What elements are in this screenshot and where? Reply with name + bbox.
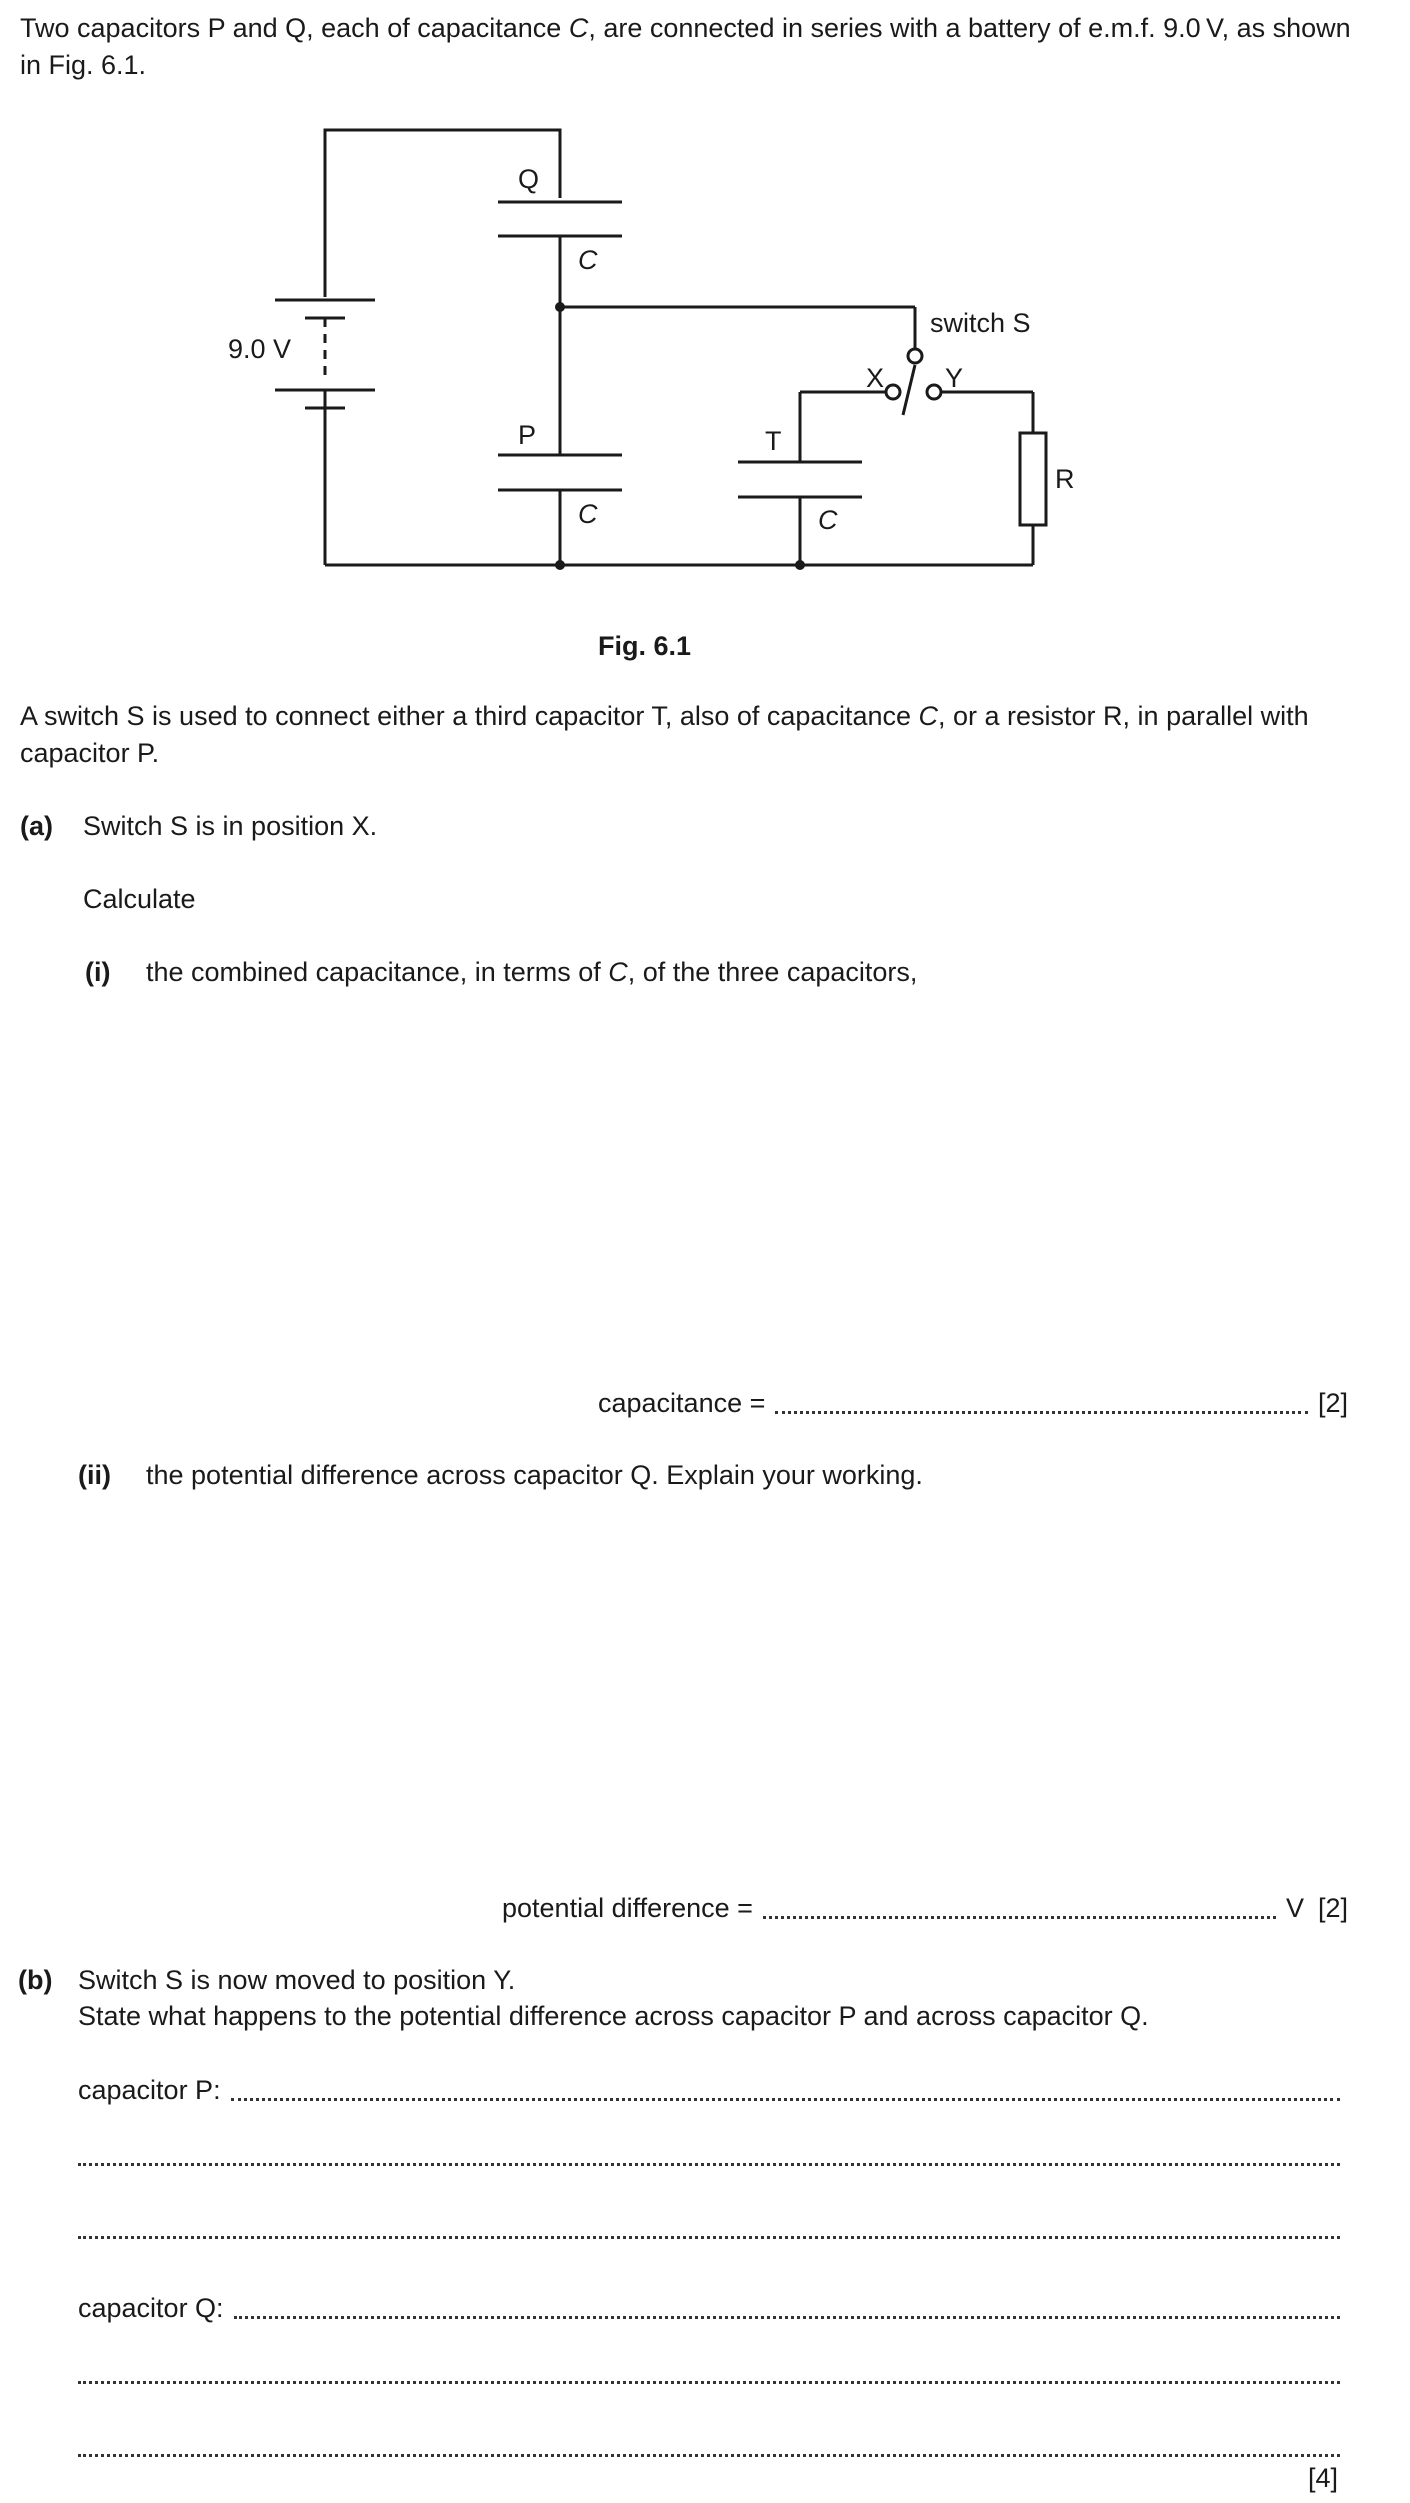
potential-difference-answer-field[interactable] [763,1915,1276,1919]
capacitor-q-label: capacitor Q: [78,2293,224,2323]
label-t: T [765,426,782,456]
capacitance-marks: [2] [1317,1388,1348,1418]
potential-difference-answer-row [502,1890,1348,1927]
switch-description-paragraph [20,698,1360,771]
label-c-q: C [578,245,598,275]
capacitor-p-answer-line-3[interactable] [78,2235,1340,2239]
para2-text: A switch S is used to connect either a third capacitor T, also of capacitance [20,701,919,731]
part-a-tag: (a) [20,811,53,841]
capacitance-symbol: C [568,13,589,43]
figure-caption: Fig. 6.1 [598,631,692,661]
part-a-i-question: the combined capacitance, in terms of C, of the three capacitors, [146,957,918,987]
capacitor-p-answer-row [78,2072,1340,2109]
label-p: P [518,420,537,450]
label-x: X [866,363,885,393]
junction-dot-middle [555,302,565,312]
part-a-text: Switch S is in position X. [83,811,378,841]
switch-terminal-x [886,385,900,399]
calculate-label: Calculate [83,884,196,914]
capacitor-q-answer-line-1[interactable] [234,2315,1340,2319]
label-q: Q [518,164,540,194]
wire-top [325,130,560,297]
capacitor-q-answer-line-3[interactable] [78,2453,1340,2457]
part-b-tag: (b) [18,1965,53,1995]
capacitance-answer-label: capacitance = [598,1388,766,1418]
part-a-i-tag: (i) [85,957,111,987]
potential-difference-unit: V [1285,1893,1304,1923]
capacitor-p-answer-line-1[interactable] [231,2097,1340,2101]
capacitor-q-answer-line-2[interactable] [78,2380,1340,2384]
capacitance-answer-row [598,1385,1348,1422]
junction-dot-bottom-t [795,560,805,570]
capacitor-p-answer-line-2[interactable] [78,2162,1340,2166]
capacitor-p-label: capacitor P: [78,2075,221,2105]
battery-label: 9.0 V [228,334,292,364]
label-c-t: C [818,505,838,535]
part-b-line2: State what happens to the potential difference across capacitor P and across capacitor Q. [78,2001,1149,2031]
label-r: R [1055,464,1075,494]
label-c-p: C [578,499,598,529]
intro-paragraph [20,10,1360,83]
part-b-line1: Switch S is now moved to position Y. [78,1965,516,1995]
switch-pivot-terminal [908,349,922,363]
capacitance-symbol-2: C [918,701,938,731]
resistor-r [1020,433,1046,525]
para2-text-end: , or a resistor R, in parallel with capacitor P. [20,701,1309,768]
part-a-ii-question: the potential difference across capacitor Q. Explain your working. [146,1460,923,1490]
potential-difference-answer-label: potential difference = [502,1893,753,1923]
capacitor-q-answer-row [78,2290,1340,2327]
switch-blade [903,365,915,415]
switch-terminal-y [927,385,941,399]
capacitance-answer-field[interactable] [775,1410,1308,1414]
label-switch-s: switch S [930,308,1031,338]
label-y: Y [945,363,964,393]
part-b-marks: [4] [1308,2463,1339,2493]
junction-dot-bottom-p [555,560,565,570]
part-a-ii-tag: (ii) [78,1460,111,1490]
circuit-diagram [0,110,1410,600]
intro-text: Two capacitors P and Q, each of capacitance [20,13,569,43]
potential-difference-marks: [2] [1317,1893,1348,1923]
intro-text-end: , are connected in series with a battery of e.m.f. 9.0 V, as shown in Fig. 6.1. [20,13,1351,80]
